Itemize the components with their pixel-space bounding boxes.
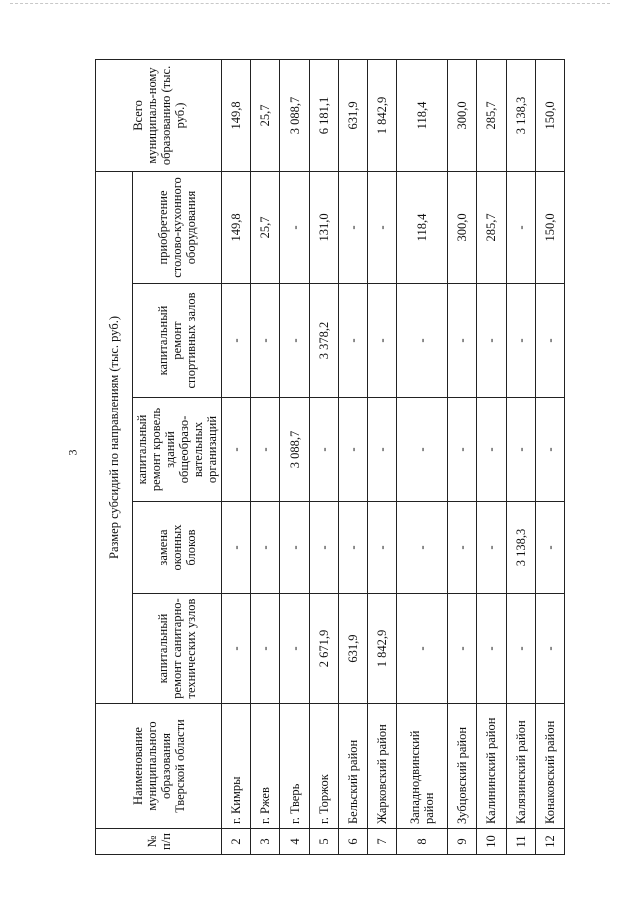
row-municipality: г. Ржев bbox=[251, 704, 280, 829]
table-frame bbox=[95, 60, 565, 855]
row-number: 3 bbox=[251, 829, 280, 855]
row-cell-value: - bbox=[338, 398, 367, 502]
row-number: 8 bbox=[397, 829, 448, 855]
row-municipality: г. Тверь bbox=[280, 704, 309, 829]
row-cell-value: - bbox=[448, 502, 477, 594]
row-cell-value: - bbox=[368, 171, 397, 283]
header-col-sanitary: капитальный ремонт санитарно-технических узлов bbox=[133, 594, 222, 704]
header-name: Наименование муниципального образования Тверской области bbox=[96, 704, 222, 829]
row-cell-value: - bbox=[506, 171, 535, 283]
row-cell-value: - bbox=[280, 502, 309, 594]
row-cell-value: - bbox=[222, 594, 251, 704]
row-cell-value: - bbox=[397, 284, 448, 398]
row-cell-value: - bbox=[506, 594, 535, 704]
row-cell-value: - bbox=[309, 398, 338, 502]
row-cell-value: - bbox=[397, 502, 448, 594]
table-row bbox=[477, 59, 506, 854]
header-col-gyms: капитальный ремонт спортивных залов bbox=[133, 284, 222, 398]
row-cell-value: - bbox=[368, 398, 397, 502]
table-row bbox=[506, 59, 535, 854]
row-cell-value: 150,0 bbox=[535, 171, 564, 283]
subsidies-table bbox=[95, 59, 565, 855]
row-cell-value: 25,7 bbox=[251, 171, 280, 283]
row-total: 3 088,7 bbox=[280, 59, 309, 171]
table-row bbox=[397, 59, 448, 854]
row-municipality: Конаковский район bbox=[535, 704, 564, 829]
row-cell-value: - bbox=[251, 284, 280, 398]
header-col-roofs: капитальный ремонт кровель зданий общеобразо-вательных организаций bbox=[133, 398, 222, 502]
row-total: 25,7 bbox=[251, 59, 280, 171]
row-municipality: Зубцовский район bbox=[448, 704, 477, 829]
row-cell-value: - bbox=[477, 502, 506, 594]
row-total: 285,7 bbox=[477, 59, 506, 171]
row-cell-value: 3 088,7 bbox=[280, 398, 309, 502]
row-cell-value: - bbox=[251, 594, 280, 704]
row-cell-value: - bbox=[448, 594, 477, 704]
rotated-table-wrapper bbox=[95, 60, 565, 855]
row-municipality: Калининский район bbox=[477, 704, 506, 829]
row-cell-value: - bbox=[251, 398, 280, 502]
row-number: 4 bbox=[280, 829, 309, 855]
page-number: 3 bbox=[65, 449, 80, 456]
row-cell-value: - bbox=[309, 502, 338, 594]
row-cell-value: - bbox=[448, 284, 477, 398]
row-cell-value: - bbox=[535, 594, 564, 704]
table-row bbox=[338, 59, 367, 854]
row-cell-value: - bbox=[280, 594, 309, 704]
row-number: 2 bbox=[222, 829, 251, 855]
row-total: 300,0 bbox=[448, 59, 477, 171]
row-cell-value: - bbox=[477, 398, 506, 502]
table-row bbox=[309, 59, 338, 854]
row-cell-value: 2 671,9 bbox=[309, 594, 338, 704]
table-row bbox=[222, 59, 251, 854]
row-cell-value: - bbox=[535, 502, 564, 594]
row-cell-value: 300,0 bbox=[448, 171, 477, 283]
row-number: 7 bbox=[368, 829, 397, 855]
row-cell-value: - bbox=[338, 502, 367, 594]
row-municipality: г. Кимры bbox=[222, 704, 251, 829]
row-cell-value: - bbox=[222, 398, 251, 502]
header-subsidies-group: Размер субсидий по направлениям (тыс. руб.) bbox=[96, 171, 133, 703]
row-cell-value: 631,9 bbox=[338, 594, 367, 704]
row-cell-value: - bbox=[251, 502, 280, 594]
table-row bbox=[535, 59, 564, 854]
row-total: 1 842,9 bbox=[368, 59, 397, 171]
row-cell-value: 285,7 bbox=[477, 171, 506, 283]
row-cell-value: - bbox=[280, 171, 309, 283]
row-total: 6 181,1 bbox=[309, 59, 338, 171]
row-total: 118,4 bbox=[397, 59, 448, 171]
row-municipality: г. Торжок bbox=[309, 704, 338, 829]
scan-edge-line bbox=[10, 3, 610, 4]
row-cell-value: - bbox=[477, 594, 506, 704]
row-cell-value: - bbox=[506, 398, 535, 502]
row-cell-value: - bbox=[338, 284, 367, 398]
row-total: 149,8 bbox=[222, 59, 251, 171]
row-cell-value: - bbox=[222, 502, 251, 594]
header-number: № п/п bbox=[96, 829, 222, 855]
row-cell-value: - bbox=[368, 284, 397, 398]
table-row bbox=[280, 59, 309, 854]
row-total: 150,0 bbox=[535, 59, 564, 171]
table-row bbox=[251, 59, 280, 854]
row-cell-value: - bbox=[280, 284, 309, 398]
row-cell-value: 3 138,3 bbox=[506, 502, 535, 594]
row-number: 6 bbox=[338, 829, 367, 855]
row-municipality: Бельский район bbox=[338, 704, 367, 829]
row-cell-value: 3 378,2 bbox=[309, 284, 338, 398]
row-cell-value: - bbox=[338, 171, 367, 283]
table-row bbox=[448, 59, 477, 854]
row-number: 10 bbox=[477, 829, 506, 855]
row-cell-value: - bbox=[448, 398, 477, 502]
row-municipality: Жарковский район bbox=[368, 704, 397, 829]
row-cell-value: 118,4 bbox=[397, 171, 448, 283]
row-cell-value: - bbox=[535, 398, 564, 502]
row-number: 5 bbox=[309, 829, 338, 855]
row-cell-value: - bbox=[368, 502, 397, 594]
table-row bbox=[368, 59, 397, 854]
row-number: 9 bbox=[448, 829, 477, 855]
row-cell-value: - bbox=[477, 284, 506, 398]
row-cell-value: 1 842,9 bbox=[368, 594, 397, 704]
row-cell-value: - bbox=[397, 398, 448, 502]
header-col-windows: замена оконных блоков bbox=[133, 502, 222, 594]
row-cell-value: - bbox=[535, 284, 564, 398]
header-total: Всего муниципаль-ному образованию (тыс. руб.) bbox=[96, 59, 222, 171]
row-cell-value: - bbox=[397, 594, 448, 704]
row-municipality: Западнодвинский район bbox=[397, 704, 448, 829]
row-number: 12 bbox=[535, 829, 564, 855]
row-total: 3 138,3 bbox=[506, 59, 535, 171]
row-municipality: Калязинский район bbox=[506, 704, 535, 829]
header-col-kitchen: приобретение столово-кухонного оборудования bbox=[133, 171, 222, 283]
row-cell-value: - bbox=[506, 284, 535, 398]
row-cell-value: - bbox=[222, 284, 251, 398]
row-total: 631,9 bbox=[338, 59, 367, 171]
row-cell-value: 131,0 bbox=[309, 171, 338, 283]
row-cell-value: 149,8 bbox=[222, 171, 251, 283]
row-number: 11 bbox=[506, 829, 535, 855]
